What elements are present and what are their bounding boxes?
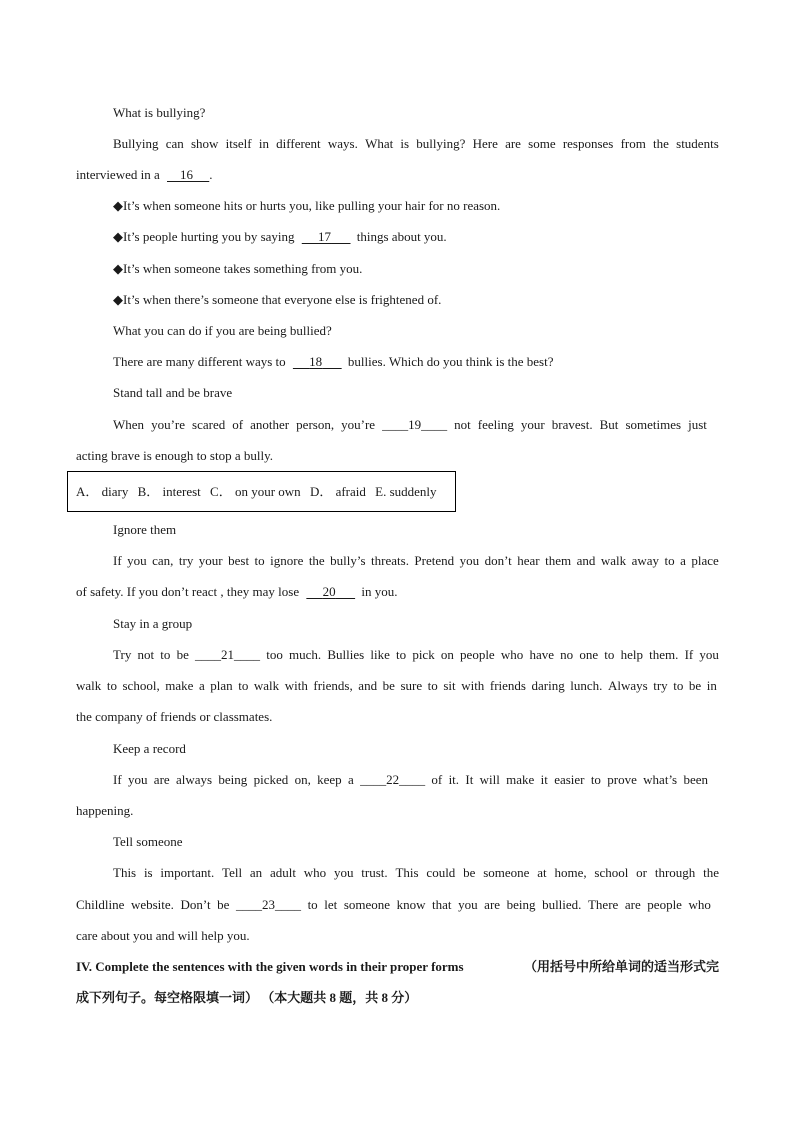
section-title: IV. Complete the sentences with the given words in their proper forms bbox=[76, 959, 464, 974]
word: who bbox=[688, 897, 711, 912]
text: There are many different ways to bbox=[113, 354, 286, 369]
word: adult bbox=[269, 865, 296, 880]
word: bully’s bbox=[330, 553, 366, 568]
word: from bbox=[620, 136, 646, 151]
word: picked bbox=[253, 772, 289, 787]
option-e: E. suddenly bbox=[375, 484, 437, 499]
word: it bbox=[540, 772, 548, 787]
word: sometimes bbox=[625, 417, 682, 432]
word: hear bbox=[517, 553, 540, 568]
word: It bbox=[465, 772, 474, 787]
word: could bbox=[426, 865, 456, 880]
word: is bbox=[400, 136, 410, 151]
word: This bbox=[113, 865, 137, 880]
word: and bbox=[576, 553, 596, 568]
word: Tell bbox=[222, 865, 243, 880]
bullet-2 bbox=[113, 229, 447, 245]
word: threats. bbox=[371, 553, 409, 568]
word: like bbox=[370, 647, 390, 662]
word: be bbox=[217, 897, 230, 912]
text: in you. bbox=[361, 584, 398, 599]
heading-stand-tall: Stand tall and be brave bbox=[113, 385, 233, 400]
word: sit bbox=[443, 678, 456, 693]
word: to bbox=[106, 678, 117, 693]
word: friends, bbox=[313, 678, 353, 693]
word: If bbox=[113, 553, 122, 568]
word: a bbox=[198, 678, 205, 693]
word: are bbox=[153, 772, 170, 787]
heading-tell-someone: Tell someone bbox=[113, 834, 183, 849]
word: being bbox=[218, 772, 248, 787]
word: you’re bbox=[151, 417, 186, 432]
word: Pretend bbox=[414, 553, 455, 568]
word: to bbox=[664, 553, 675, 568]
word: with bbox=[461, 678, 485, 693]
word: make bbox=[506, 772, 535, 787]
word: ignore bbox=[270, 553, 304, 568]
blank-23[interactable]: ____23____ bbox=[236, 897, 301, 912]
option-b: B． interest bbox=[137, 484, 201, 499]
word: to bbox=[307, 897, 318, 912]
tell-line-1 bbox=[113, 865, 719, 881]
word: people bbox=[460, 647, 495, 662]
word: who bbox=[303, 865, 327, 880]
word: trust. bbox=[361, 865, 388, 880]
word: to bbox=[427, 678, 438, 693]
heading-keep-record: Keep a record bbox=[113, 741, 186, 756]
word: be bbox=[176, 647, 189, 662]
intro-line-1 bbox=[113, 136, 719, 152]
word: not bbox=[137, 647, 155, 662]
word: will bbox=[479, 772, 500, 787]
word: students bbox=[676, 136, 719, 151]
word: them bbox=[545, 553, 572, 568]
word: them. bbox=[649, 647, 679, 662]
word: make bbox=[165, 678, 194, 693]
option-c: C． on your own bbox=[210, 484, 301, 499]
text: interviewed in a bbox=[76, 167, 160, 182]
word: a bbox=[680, 553, 686, 568]
blank-20[interactable] bbox=[306, 584, 355, 600]
word: place bbox=[691, 553, 719, 568]
word: on, bbox=[294, 772, 311, 787]
word: away bbox=[631, 553, 660, 568]
word: are bbox=[624, 897, 641, 912]
section-instruction: （用括号中所给单词的适当形式完 bbox=[523, 959, 719, 974]
word: can, bbox=[152, 553, 174, 568]
group-line-1 bbox=[113, 647, 719, 663]
word: in bbox=[258, 136, 269, 151]
word: someone bbox=[483, 865, 530, 880]
word: can bbox=[165, 136, 184, 151]
word: you bbox=[333, 865, 354, 880]
word: you bbox=[127, 772, 148, 787]
word: is bbox=[143, 865, 153, 880]
blank-number: 16 bbox=[180, 167, 193, 182]
word: itself bbox=[225, 136, 252, 151]
word: important. bbox=[160, 865, 215, 880]
word: Childline bbox=[76, 897, 125, 912]
word: know bbox=[396, 897, 426, 912]
word: home, bbox=[554, 865, 587, 880]
word: to bbox=[590, 772, 601, 787]
word: you bbox=[458, 897, 478, 912]
word: Try bbox=[113, 647, 132, 662]
option-d: D． afraid bbox=[309, 484, 366, 499]
word: What bbox=[365, 136, 394, 151]
word: you bbox=[459, 553, 480, 568]
word: what’s bbox=[643, 772, 678, 787]
word: Bullies bbox=[327, 647, 365, 662]
word: the bbox=[308, 553, 325, 568]
word: to bbox=[604, 647, 615, 662]
word: are bbox=[505, 136, 521, 151]
text: . bbox=[209, 167, 213, 182]
word: feeling bbox=[477, 417, 514, 432]
word: not bbox=[454, 417, 471, 432]
text: of safety. If you don’t react , they may lose bbox=[76, 584, 300, 599]
word-bank bbox=[76, 484, 443, 500]
word: always bbox=[175, 772, 213, 787]
word: you bbox=[127, 553, 147, 568]
section-4-heading-line-2: 成下列句子。每空格限填一词） （本大题共 8 题，共 8 分） bbox=[76, 990, 418, 1005]
word: When bbox=[113, 417, 145, 432]
word: responses bbox=[562, 136, 614, 151]
word: let bbox=[324, 897, 338, 912]
bullet-3: ◆It’s when someone takes something from you. bbox=[113, 261, 363, 276]
word: someone bbox=[343, 897, 391, 912]
word: a bbox=[348, 772, 354, 787]
word: you bbox=[699, 647, 719, 662]
heading-what-is-bullying: What is bullying? bbox=[113, 105, 206, 120]
word: be bbox=[463, 865, 476, 880]
word: This bbox=[395, 865, 419, 880]
word: keep bbox=[317, 772, 342, 787]
word: in bbox=[706, 678, 717, 693]
word: ways. bbox=[327, 136, 358, 151]
word: to bbox=[160, 647, 171, 662]
blank-22[interactable]: ____22____ bbox=[360, 772, 426, 787]
word: person, bbox=[296, 417, 335, 432]
word: have bbox=[529, 647, 554, 662]
word: to bbox=[396, 647, 407, 662]
word: and bbox=[358, 678, 378, 693]
word: walk bbox=[600, 553, 627, 568]
word: your bbox=[520, 417, 545, 432]
blank-number: 18 bbox=[309, 354, 323, 369]
word: or bbox=[636, 865, 648, 880]
word: be bbox=[688, 678, 702, 693]
heading-stay-in-group: Stay in a group bbox=[113, 616, 193, 631]
word: you’re bbox=[341, 417, 376, 432]
word: school, bbox=[122, 678, 160, 693]
blank-number: 20 bbox=[322, 584, 336, 599]
ignore-line-2 bbox=[76, 584, 397, 600]
word: bullying? bbox=[416, 136, 466, 151]
blank-21[interactable]: ____21____ bbox=[195, 647, 261, 662]
record-line-2: happening. bbox=[76, 803, 134, 818]
word: be bbox=[382, 678, 395, 693]
word: lunch. bbox=[570, 678, 603, 693]
word: show bbox=[190, 136, 219, 151]
word: people bbox=[647, 897, 682, 912]
blank-number: 17 bbox=[318, 229, 332, 244]
word: walk bbox=[253, 678, 280, 693]
word: with bbox=[284, 678, 308, 693]
word: bravest. bbox=[551, 417, 593, 432]
word: just bbox=[688, 417, 707, 432]
word: who bbox=[500, 647, 524, 662]
option-a: A． diary bbox=[76, 484, 129, 499]
word: the bbox=[703, 865, 719, 880]
word: school bbox=[594, 865, 629, 880]
blank-16[interactable] bbox=[167, 167, 209, 183]
word: best bbox=[228, 553, 250, 568]
word: are bbox=[484, 897, 501, 912]
group-line-3: the company of friends or classmates. bbox=[76, 709, 273, 724]
word: plan bbox=[210, 678, 233, 693]
word: There bbox=[587, 897, 619, 912]
word: pick bbox=[412, 647, 435, 662]
word: on bbox=[440, 647, 454, 662]
word: being bbox=[506, 897, 536, 912]
word: try bbox=[653, 678, 668, 693]
heading-ignore-them: Ignore them bbox=[113, 522, 177, 537]
word: of bbox=[431, 772, 443, 787]
scared-line-1 bbox=[113, 417, 707, 433]
word: some bbox=[528, 136, 556, 151]
word: different bbox=[276, 136, 321, 151]
tell-line-2 bbox=[76, 897, 711, 913]
word: that bbox=[432, 897, 452, 912]
blank-17[interactable] bbox=[302, 229, 351, 245]
text: bullies. Which do you think is the best? bbox=[347, 354, 554, 369]
word: Here bbox=[472, 136, 498, 151]
section-4-heading bbox=[76, 959, 719, 975]
word: website. bbox=[130, 897, 174, 912]
word: help bbox=[620, 647, 643, 662]
word: try bbox=[178, 553, 194, 568]
word: walk bbox=[76, 678, 102, 693]
word: friends bbox=[489, 678, 526, 693]
word: your bbox=[198, 553, 223, 568]
word: sure bbox=[400, 678, 423, 693]
word: to bbox=[254, 553, 265, 568]
word: an bbox=[249, 865, 263, 880]
word: through bbox=[654, 865, 696, 880]
word: bullied. bbox=[542, 897, 582, 912]
word: much. bbox=[289, 647, 322, 662]
word: one bbox=[579, 647, 599, 662]
word: been bbox=[683, 772, 708, 787]
scared-line-2: acting brave is enough to stop a bully. bbox=[76, 448, 274, 463]
word: daring bbox=[531, 678, 565, 693]
bullet-4: ◆It’s when there’s someone that everyone else is frightened of. bbox=[113, 292, 442, 307]
ignore-line-1 bbox=[113, 553, 719, 569]
word: the bbox=[653, 136, 669, 151]
group-line-2 bbox=[76, 678, 717, 694]
text: ◆It’s people hurting you by saying bbox=[113, 229, 295, 244]
word: at bbox=[537, 865, 547, 880]
heading-what-you-can-do: What you can do if you are being bullied? bbox=[113, 323, 332, 338]
tell-line-3: care about you and will help you. bbox=[76, 928, 250, 943]
word: it. bbox=[448, 772, 460, 787]
word: Always bbox=[607, 678, 648, 693]
word: another bbox=[250, 417, 290, 432]
record-line-1 bbox=[113, 772, 708, 788]
word: easier bbox=[554, 772, 585, 787]
blank-18[interactable] bbox=[293, 354, 342, 370]
ways-line bbox=[113, 354, 553, 370]
word: But bbox=[599, 417, 619, 432]
bullet-1: ◆It’s when someone hits or hurts you, like pulling your hair for no reason. bbox=[113, 198, 501, 213]
intro-line-2 bbox=[76, 167, 213, 183]
word: Bullying bbox=[113, 136, 159, 151]
word: prove bbox=[607, 772, 637, 787]
text: things about you. bbox=[356, 229, 447, 244]
word: If bbox=[684, 647, 694, 662]
word: no bbox=[560, 647, 574, 662]
word: scared bbox=[192, 417, 226, 432]
blank-19[interactable]: ____19____ bbox=[382, 417, 448, 432]
word: to bbox=[238, 678, 249, 693]
word: to bbox=[673, 678, 684, 693]
word: Don’t bbox=[180, 897, 211, 912]
word: If bbox=[113, 772, 122, 787]
word: of bbox=[232, 417, 244, 432]
word: too bbox=[266, 647, 283, 662]
word: don’t bbox=[484, 553, 512, 568]
